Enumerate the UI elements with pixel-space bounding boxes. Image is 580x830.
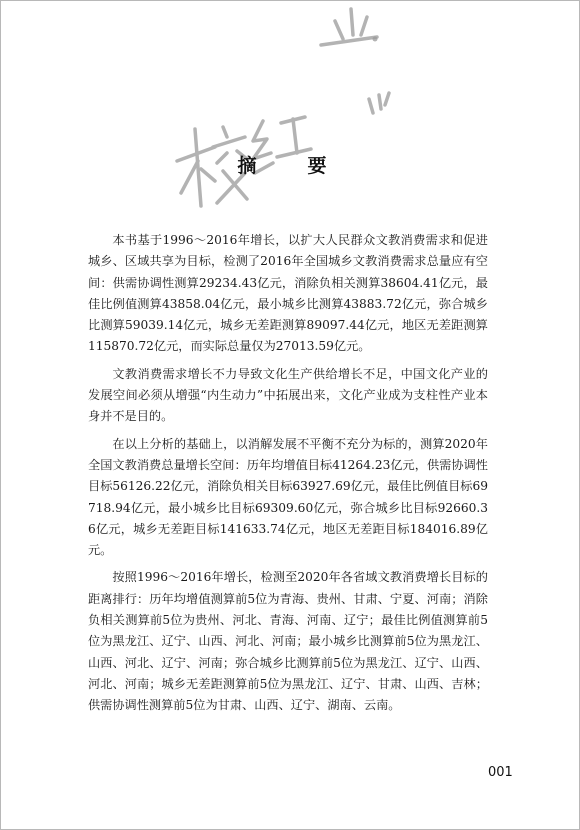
paragraph-1: 本书基于1996～2016年增长，以扩大人民群众文教消费需求和促进城乡、区域共享为目标，检测了2016年全国城乡文教消费需求总量应有空间：供需协调性测算29234.43亿元，消除负相关测算38604.41亿元，最佳比例值测算43858.04亿元，最小城乡比测算43883.72亿元，弥合城乡比测算59039.14亿元，城乡无差距测算89097.44亿元，地区无差距测算115870.72亿元，而实际总量仅为27013.59亿元。 — [88, 233, 488, 354]
paragraph-3: 在以上分析的基础上，以消解发展不平衡不充分为标的，测算2020年全国文教消费总量增长空间：历年均增值目标41264.23亿元，供需协调性目标56126.22亿元，消除负相关目标63927.69亿元，最佳比例值目标69718.94亿元，最小城乡比目标69309.60亿元，弥合城乡比目标92660.36亿元，城乡无差距目标141633.74亿元，地区无差距目标184016.89亿元。 — [88, 436, 488, 558]
paragraph-4: 按照1996～2016年增长，检测至2020年各省域文教消费增长目标的距离排行：历年均增值测算前5位为青海、贵州、甘肃、宁夏、河南；消除负相关测算前5位为贵州、河北、青海、河南、辽宁；最佳比例值测算前5位为黑龙江、辽宁、山西、河北、河南；最小城乡比测算前5位为黑龙江、山西、河北、辽宁、河南；弥合城乡比测算前5位为黑龙江、辽宁、山西、河北、河南；城乡无差距测算前5位为黑龙江、辽宁、甘肃、山西、吉林；供需协调性测算前5位为甘肃、山西、辽宁、湖南、云南。 — [88, 570, 488, 713]
page-number: 001 — [488, 765, 513, 780]
abstract-body — [88, 230, 488, 723]
page-title: 摘 要 — [237, 155, 343, 177]
paragraph-2: 文教消费需求增长不力导致文化生产供给增长不足，中国文化产业的发展空间必须从增强“内生动力”中拓展出来，文化产业成为支柱性产业本身并不是目的。 — [88, 366, 488, 424]
proof-stamp-watermark — [1, 1, 579, 241]
